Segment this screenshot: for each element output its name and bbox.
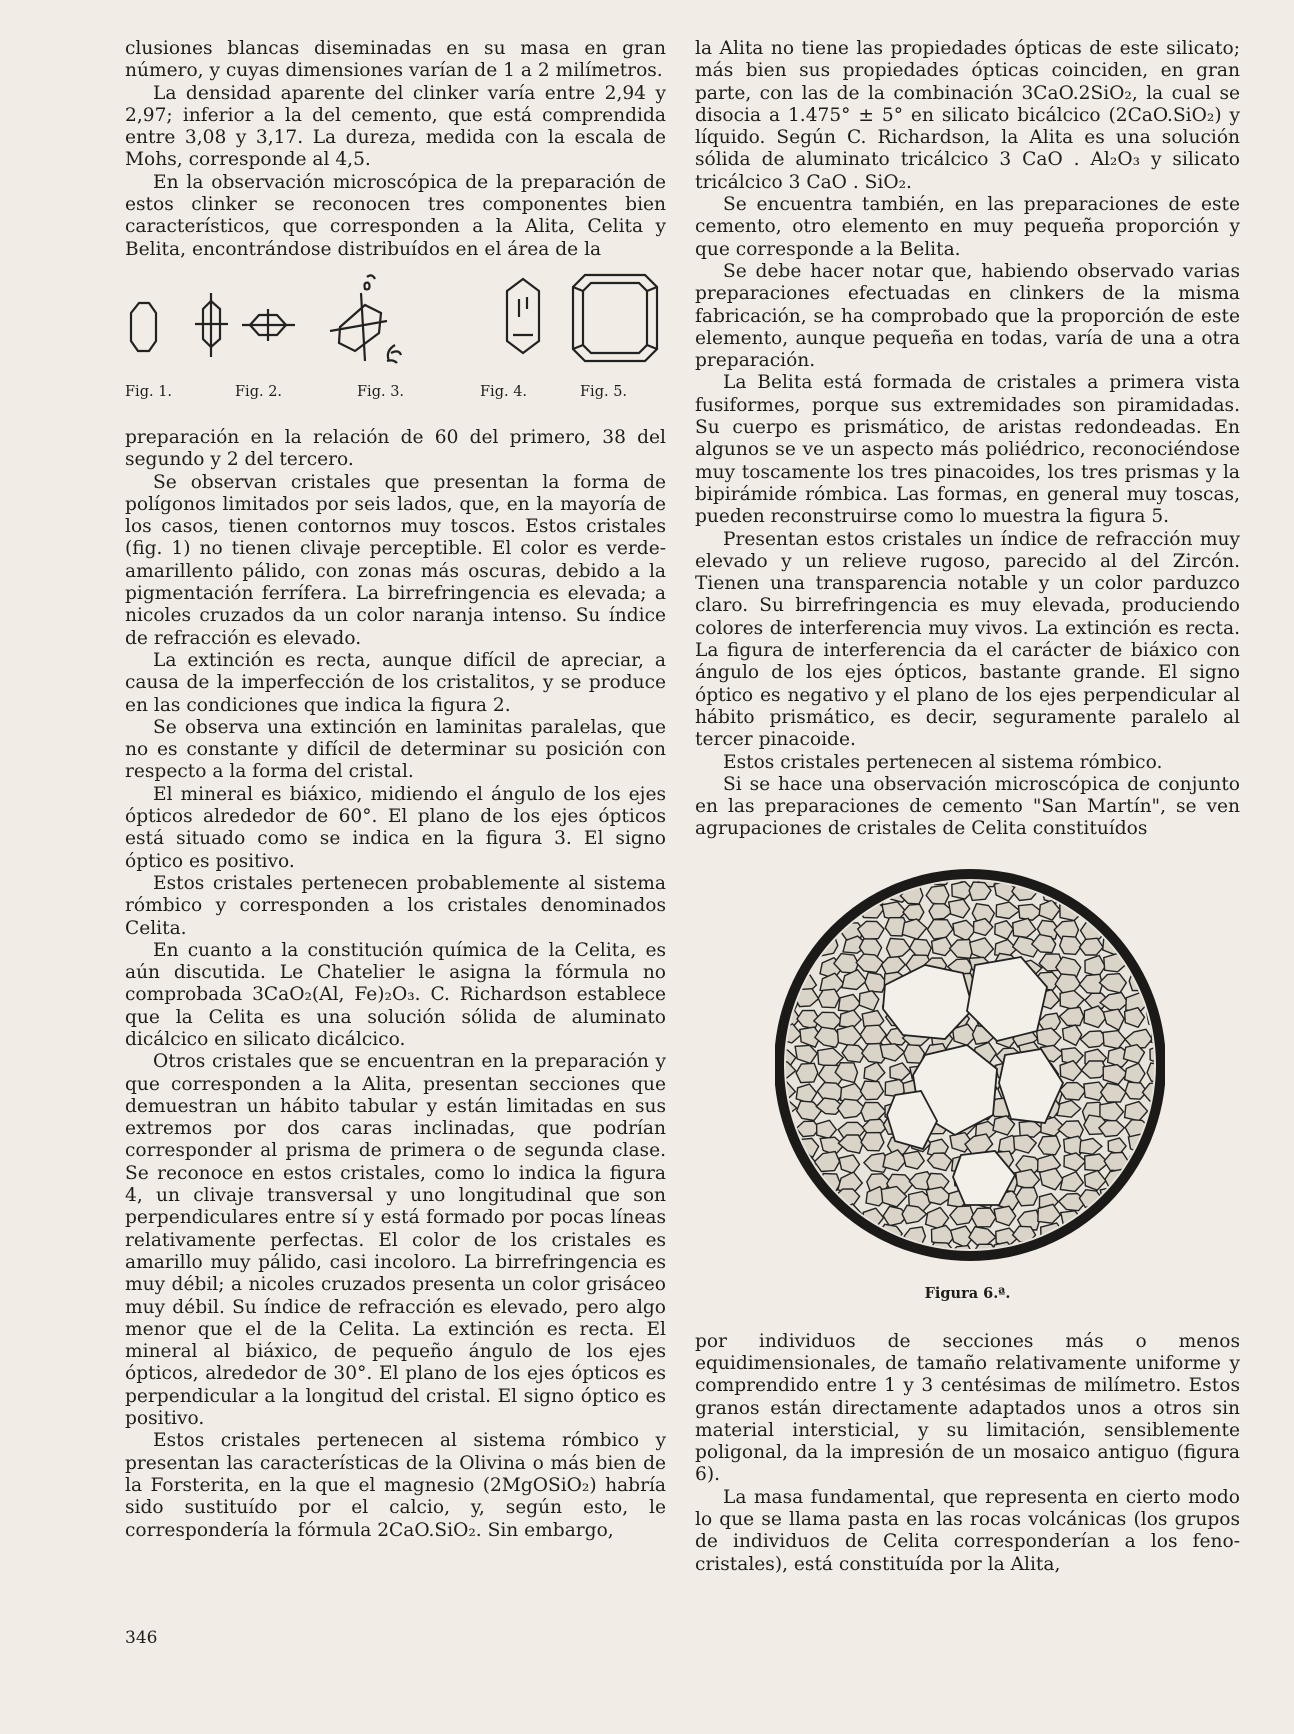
mosaic-grain [801, 1222, 821, 1241]
paragraph: Presentan estos cristales un índice de refracción muy elevado y un relieve rugoso, parecido al del Zircón. Tienen una transparencia notable y un color parduzco claro. Su birrefringencia es muy elevada, produciendo colores de interferencia muy vivos. La extinción es recta. La figura de interferencia da el carácter de biáxico con ángulo de los ejes ópticos, bastante grande. El signo óptico es negativo y el plano de los ejes perpendicular al hábito prismático, es decir, seguramente paralelo al tercer pinacoide. [695, 528, 1240, 751]
mosaic-grain [1082, 883, 1105, 901]
mosaic-grain [1102, 901, 1125, 920]
mosaic-grain [1103, 1209, 1125, 1227]
mosaic-grain [1042, 862, 1063, 883]
paragraph: En cuanto a la constitución química de la Celita, es aún discutida. Le Chatelier le asigna la fórmula no comprobada 3CaO₂(Al, Fe)₂O₃. C. Richardson establece que la Celita es una solución sólida de aluminato dicálcico en silicato dicálcico. [125, 939, 666, 1050]
paragraph: Otros cristales que se encuentran en la preparación y que corresponden a la Alita, presentan secciones que demuestran un hábito tabular y están limitadas en sus extremos por dos caras inclinadas, que podrían corresponder al prisma de primera o de segunda clase. Se reconoce en estos cristales, como lo indica la figura 4, un clivaje transversal y uno longitudinal que son perpendiculares entre sí y está formado por pocas líneas relativamente perfectas. El color de los cristales es amarillo muy pálido, casi incoloro. La birrefringencia es muy débil; a nicoles cruzados presenta un color grisáceo muy débil. Su índice de refracción es elevado, pero algo menor que el de la Celita. La extinción es recta. El mineral al biáxico, de pequeño ángulo de los ejes ópticos, alrededor de 30°. El plano de los ejes ópticos es perpendicular a la longitud del cristal. El signo óptico es positivo. [125, 1051, 666, 1430]
paragraph: La masa fundamental, que representa en cierto modo lo que se llama pasta en las rocas volcánicas (los grupos de individuos de Celita corresponderían a los feno-cristales), está constituída por la Alita, [695, 1486, 1240, 1575]
mosaic-grain [818, 989, 839, 1008]
fig3-crystal [330, 275, 401, 363]
paragraph: La densidad aparente del clinker varía entre 2,94 y 2,97; inferior a la del cemento, que está comprendida entre 3,08 y 3,17. La dureza, medida con la escala de Mohs, corresponde al 4,5. [125, 82, 666, 171]
fig3-caption: Fig. 3. [357, 383, 405, 400]
mosaic-grain [1146, 1167, 1165, 1188]
left-column [125, 38, 666, 1542]
mosaic-grain [1149, 869, 1165, 884]
crystal-figures-strip [125, 269, 666, 419]
mosaic-grain [797, 900, 818, 917]
figure-6 [695, 855, 1240, 1317]
mosaic-grain [1129, 1191, 1153, 1212]
fig1-caption: Fig. 1. [125, 383, 173, 400]
mosaic-grain [883, 863, 904, 882]
mosaic-grain [795, 917, 818, 935]
mosaic-grain [1147, 959, 1166, 976]
mosaic-grain [796, 882, 821, 902]
figure-6-caption: Figura 6.ª. [924, 1284, 1011, 1302]
mosaic-grain [775, 1187, 796, 1209]
mosaic-grain [1105, 883, 1127, 903]
paragraph: Estos cristales pertenecen probablemente al sistema rómbico y corresponden a los cristales denominados Celita. [125, 872, 666, 939]
mosaic-grain [1100, 865, 1123, 881]
mosaic-grain [1104, 1226, 1128, 1243]
mosaic-grain [775, 902, 796, 921]
mosaic-grain [775, 1224, 793, 1244]
fig4-crystal [507, 279, 539, 353]
mosaic-grain [865, 1240, 889, 1258]
mosaic-grain [1130, 920, 1149, 942]
paragraph: preparación en la relación de 60 del primero, 38 del segundo y 2 del tercero. [125, 426, 666, 471]
mosaic-grain [778, 1210, 799, 1228]
paragraph: Estos cristales pertenecen al sistema rómbico y presentan las características de la Olivina o más bien de la Forsterita, en la que el magnesio (2MgOSiO₂) habría sido sustituído por el calcio, y, según esto, le correspondería la fórmula 2CaO.SiO₂. Sin embargo, [125, 1430, 666, 1541]
fig2-caption: Fig. 2. [235, 383, 283, 400]
mosaic-grain [1057, 1246, 1082, 1264]
mosaic-grain [820, 1244, 842, 1264]
paragraph: El mineral es biáxico, midiendo el ángulo de los ejes ópticos alrededor de 60°. El plano de los ejes ópticos está situado como se indica en la figura 3. El signo óptico es positivo. [125, 783, 666, 872]
mosaic-grain [775, 1155, 801, 1174]
mosaic-grain [1149, 1189, 1165, 1212]
mosaic-grain [775, 880, 795, 900]
fig4-caption: Fig. 4. [480, 383, 528, 400]
fig2-crystal [195, 293, 295, 357]
mosaic-grain [1127, 1222, 1152, 1242]
mosaic-grain [816, 862, 842, 880]
paragraph: La Belita está formada de cristales a primera vista fusiformes, porque sus extremidades son piramidadas. Su cuerpo es prismático, de aristas redondeadas. En algunos se ve un aspecto más poliédrico, reconociéndose muy toscamente los tres pinacoides, los tres prismas y la bipirámide rómbica. Las formas, en general muy toscas, pueden reconstruirse como lo muestra la figura 5. [695, 372, 1240, 528]
mosaic-grain [820, 904, 840, 919]
mosaic-grain [1129, 936, 1151, 956]
mosaic-grain [1143, 1241, 1165, 1261]
mosaic-grain [1123, 866, 1143, 885]
mosaic-grain [1130, 1207, 1149, 1229]
paragraph: Se observan cristales que presentan la forma de polígonos limitados por seis lados, que, en la mayoría de los casos, tienen contornos muy toscos. Estos cristales (fig. 1) no tienen clivaje perceptible. El color es verde-amarillento pálido, con zonas más oscuras, debido a la pigmentación ferrífera. La birrefringencia es elevada; a nicoles cruzados da un color naranja intenso. Su índice de refracción es elevado. [125, 471, 666, 649]
paragraph: clusiones blancas diseminadas en su masa en gran número, y cuyas dimensiones varían de 1 a 2 milímetros. [125, 38, 666, 82]
mosaic-grain [838, 1240, 862, 1260]
mosaic-grain [1150, 886, 1166, 906]
mosaic-grain [1149, 900, 1165, 918]
paragraph: Estos cristales pertenecen al sistema rómbico. [723, 751, 1163, 773]
mosaic-grain [777, 952, 799, 972]
mosaic-grain [866, 865, 889, 883]
mosaic-grain [1148, 1153, 1165, 1171]
paragraph: En la observación microscópica de la preparación de estos clinker se reconocen tres componentes bien característicos, que corresponden a la Alita, Celita y Belita, encontrándose distribuídos en el área de la [125, 171, 666, 260]
paragraph: La extinción es recta, aunque difícil de apreciar, a causa de la imperfección de los cristalitos, y se produce en las condiciones que indica la figura 2. [125, 649, 666, 716]
paragraph: Se encuentra también, en las preparaciones de este cemento, otro elemento en muy pequeña proporción y que corresponde a la Belita. [695, 194, 1240, 260]
mosaic-grain [819, 1226, 838, 1247]
mosaic-grain [1079, 1226, 1100, 1244]
paragraph: Se observa una extinción en laminitas paralelas, que no es constante y difícil de determinar su posición con respecto a la forma del cristal. [125, 716, 666, 783]
micrograph-illustration [775, 855, 1165, 1275]
mosaic-grain [972, 1208, 997, 1227]
mosaic-grain [1103, 1240, 1125, 1259]
paragraph: Si se hace una observación microscópica de conjunto en las preparaciones de cemento "San Martín", se ven agrupaciones de cristales de Celita constituídos [695, 773, 1240, 840]
mosaic-grain [1059, 866, 1079, 885]
mosaic-grain [1086, 864, 1106, 882]
mosaic-grain [775, 940, 792, 958]
mosaic-grain [796, 1243, 821, 1260]
mosaic-grain [797, 1210, 821, 1228]
fig5-crystal [573, 275, 657, 361]
mosaic-grain [1150, 1227, 1165, 1247]
mosaic-grain [1125, 899, 1144, 920]
fig5-caption: Fig. 5. [580, 383, 628, 400]
paragraph: Se debe hacer notar que, habiendo observado varias preparaciones efectuadas en clinkers de la misma fabricación, se ha comprobado que la proporción de este elemento, aunque pequeña en todas, varía de una a otra preparación. [695, 260, 1240, 372]
mosaic-grain [815, 885, 840, 905]
mosaic-grain [1075, 1241, 1102, 1261]
mosaic-grain [1151, 922, 1165, 940]
right-column [695, 38, 1240, 1576]
mosaic-grain [798, 866, 821, 885]
fig1-crystal [131, 303, 156, 351]
page-number: 346 [125, 1628, 158, 1648]
mosaic-grain [775, 1175, 797, 1193]
mosaic-grain [795, 1187, 816, 1207]
mosaic-grain [1038, 1136, 1060, 1155]
paragraph: por individuos de secciones más o menos equidimensionales, de tamaño relativamente uniforme y comprendido entre 1 y 3 centésimas de milímetro. Estos granos están directamente adaptados unos a otros sin material intersticial, y su limitación, sensiblemente poligonal, da la impresión de un mosaico antiguo (figura 6). [695, 1330, 1240, 1486]
mosaic-grain [1123, 1245, 1144, 1264]
paragraph: la Alita no tiene las propiedades ópticas de este silicato; más bien sus propiedades ópticas coinciden, en gran parte, con las de la combinación 3CaO.2SiO₂, la cual se disocia a 1.475° ± 5° en silicato bicálcico (2CaO.SiO₂) y líquido. Según C. Richardson, la Alita es una solución sólida de aluminato tricálcico 3 CaO . Al₂O₃ y silicato tricálcico 3 CaO . SiO₂. [695, 38, 1240, 193]
mosaic-grain [1143, 941, 1165, 959]
mosaic-grain [1016, 1187, 1038, 1205]
mosaic-grain [777, 919, 798, 937]
mosaic-grain [1127, 881, 1149, 901]
mosaic-grain [1152, 1205, 1165, 1223]
mosaic-grain [796, 1063, 818, 1082]
mosaic-grain [840, 869, 862, 887]
mosaic-grain [775, 864, 796, 884]
mosaic-grain [775, 1243, 798, 1259]
